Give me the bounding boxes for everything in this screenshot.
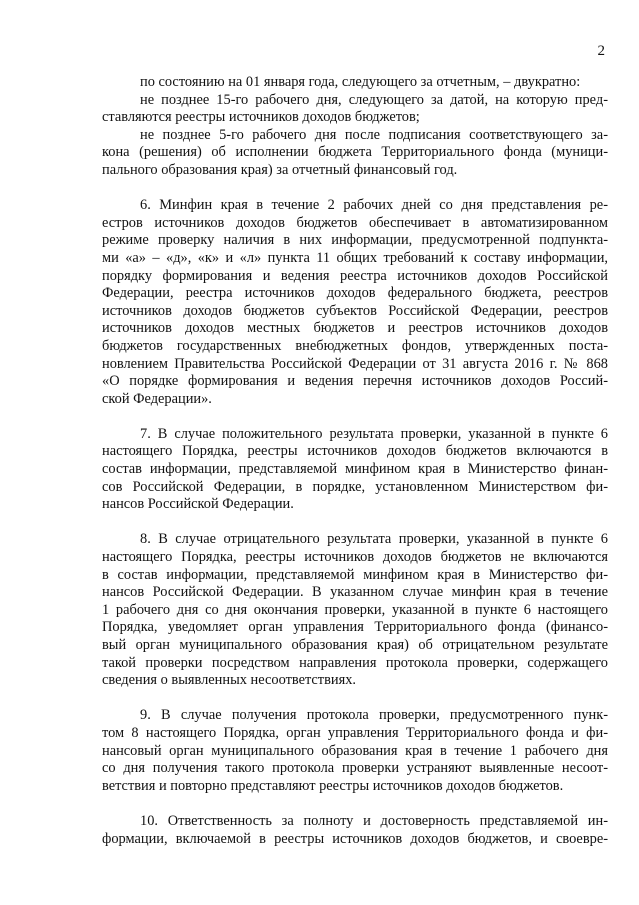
text-line: формации, включаемой в реестры источников доходов бюджетов, и своевре-	[102, 830, 608, 847]
text-line: 6. Минфин края в течение 2 рабочих дней со дня представления ре-	[140, 197, 608, 214]
text-line: вый орган муниципального образования края) об отрицательном результате	[102, 637, 608, 653]
paragraph-item-6	[102, 197, 608, 408]
text-line: такой проверки посредством направления протокола проверки, содержащего	[102, 654, 608, 671]
text-line: нансов Российской Федерации.	[102, 496, 294, 513]
text-line: порядку формирования и ведения реестра источников доходов Российской	[102, 267, 608, 284]
text-line: пального образования края) за отчетный финансовый год.	[102, 161, 458, 178]
paragraph-deadline-5	[102, 127, 608, 180]
text-line: ской Федерации».	[102, 390, 212, 407]
text-line: по состоянию на 01 января года, следующего за отчетным, – двукратно:	[140, 74, 581, 90]
text-line: сведения о выявленных несоответствиях.	[102, 672, 357, 689]
paragraph-item-7	[102, 426, 608, 514]
text-line: бюджетов государственных внебюджетных фондов, утвержденных поста-	[102, 337, 608, 354]
text-line: настоящего Порядка, реестры источников доходов бюджетов включаются в	[102, 443, 608, 460]
text-line: источников доходов бюджетов субъектов Российской Федерации, реестров	[102, 302, 608, 319]
text-line: в состав информации, представляемой минфином края в Министерство фи-	[102, 566, 608, 583]
text-line: том 8 настоящего Порядка, орган управления Территориального фонда и фи-	[102, 724, 608, 741]
text-line: состав информации, представляемой минфином края в Министерство финан-	[102, 461, 608, 478]
text-line: ми «а» – «д», «к» и «л» пункта 11 общих требований к составу информации,	[102, 249, 608, 266]
text-line: настоящего Порядка, реестры источников доходов бюджетов не включаются	[102, 549, 608, 566]
paragraph-item-10	[102, 813, 608, 848]
text-line: не позднее 5-го рабочего дня после подписания соответствующего за-	[140, 126, 608, 143]
text-line: 8. В случае отрицательного результата проверки, указанной в пункте 6	[140, 531, 608, 548]
text-line: ветствия и повторно представляют реестры источников доходов бюджетов.	[102, 777, 564, 794]
text-line: новлением Правительства Российской Федерации от 31 августа 2016 г. № 868	[102, 355, 608, 372]
paragraph-deadlines-intro	[102, 74, 608, 92]
text-line: Федерации, реестра источников доходов федерального бюджета, реестров	[102, 285, 608, 302]
text-line: со дня получения такого протокола проверки устраняют выявленные несоот-	[102, 760, 608, 777]
text-line: источников доходов местных бюджетов и реестров источников доходов	[102, 320, 608, 337]
document-body	[102, 74, 608, 848]
text-line: ставляются реестры источников доходов бюджетов;	[102, 109, 420, 126]
text-line: не позднее 15-го рабочего дня, следующего за датой, на которую пред-	[140, 91, 608, 108]
text-line: «О порядке формирования и ведения перечня источников доходов Россий-	[102, 373, 608, 390]
paragraph-item-8	[102, 531, 608, 689]
paragraph-deadline-15	[102, 92, 608, 127]
text-line: кона (решения) об исполнении бюджета Территориального фонда (муници-	[102, 144, 608, 161]
text-line: 7. В случае положительного результата проверки, указанной в пункте 6	[140, 425, 608, 442]
text-line: 10. Ответственность за полноту и достоверность представляемой ин-	[140, 812, 608, 829]
text-line: Порядка, уведомляет орган управления Территориального фонда (финансо-	[102, 619, 608, 636]
paragraph-item-9	[102, 707, 608, 795]
text-line: естров источников доходов бюджетов обеспечивает в автоматизированном	[102, 214, 608, 231]
text-line: режиме проверку наличия в них информации, предусмотренной подпункта-	[102, 232, 608, 249]
text-line: сов Российской Федерации, в порядке, установленном Министерством фи-	[102, 478, 608, 495]
text-line: 1 рабочего дня со дня окончания проверки, указанной в пункте 6 настоящего	[102, 601, 608, 618]
text-line: нансовый орган муниципального образования края в течение 1 рабочего дня	[102, 742, 608, 759]
text-line: 9. В случае получения протокола проверки, предусмотренного пунк-	[140, 707, 608, 724]
text-line: нансов Российской Федерации. В указанном случае минфин края в течение	[102, 584, 608, 601]
page-number: 2	[597, 43, 605, 59]
